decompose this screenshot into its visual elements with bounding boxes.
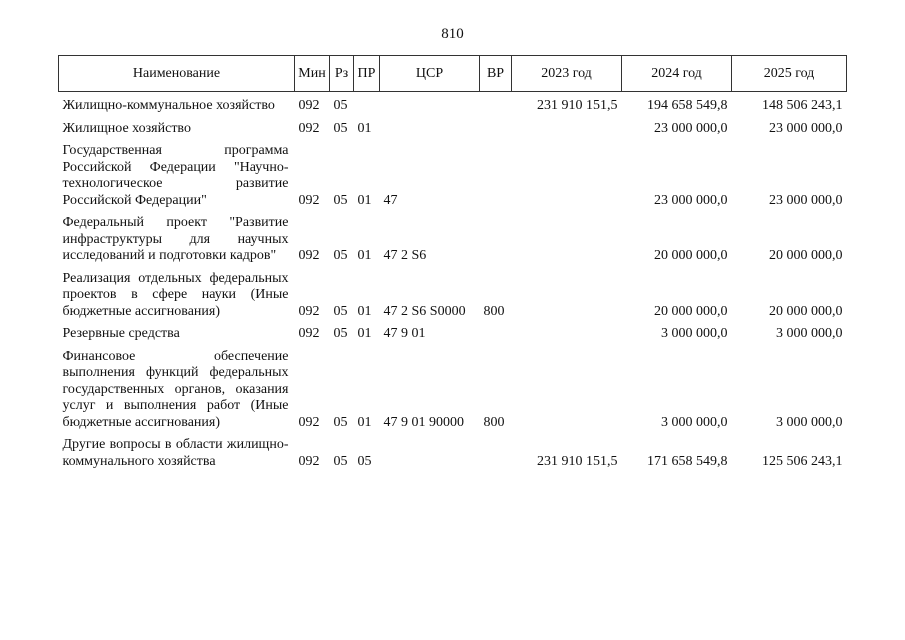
row-csr	[380, 121, 480, 138]
row-rz: 05	[333, 248, 348, 263]
row-min: 092	[298, 414, 320, 430]
row-2023: 231 910 151,5	[537, 453, 618, 469]
table-row	[59, 326, 847, 343]
row-name: Реализация отдельных федеральных проектов в сфере науки (Иные бюджетные ассигнования)	[62, 270, 289, 319]
row-min: 092	[298, 120, 320, 136]
row-rz: 05	[333, 303, 348, 319]
row-vr: 800	[483, 414, 505, 430]
row-vr	[480, 326, 512, 343]
row-2023	[512, 349, 622, 432]
row-name: Государственная программа Российской Федерации "Научно-технологическое развитие Российской Федерации"	[62, 143, 289, 208]
row-csr	[380, 98, 480, 115]
header-name: Наименование	[59, 56, 295, 92]
header-csr: ЦСР	[380, 56, 480, 92]
row-min: 092	[298, 303, 320, 319]
header-2023: 2023 год	[512, 56, 622, 92]
row-2025: 125 506 243,1	[762, 453, 843, 469]
row-pr: 01	[357, 414, 372, 430]
row-name: Другие вопросы в области жилищно-коммунального хозяйства	[62, 437, 289, 469]
row-2024: 3 000 000,0	[661, 414, 728, 430]
row-csr: 47	[383, 192, 398, 208]
budget-table	[58, 55, 847, 470]
header-rz: Рз	[330, 56, 354, 92]
row-pr: 01	[357, 120, 372, 136]
row-pr: 01	[357, 192, 372, 208]
row-2025: 23 000 000,0	[769, 192, 843, 208]
row-2024: 194 658 549,8	[647, 98, 728, 113]
row-rz: 05	[333, 192, 348, 208]
row-2023	[512, 271, 622, 321]
row-pr: 01	[357, 303, 372, 319]
row-name: Жилищное хозяйство	[62, 120, 191, 136]
row-min: 092	[298, 453, 320, 469]
row-pr: 05	[357, 453, 372, 469]
page-number: 810	[441, 26, 464, 42]
row-rz: 05	[333, 414, 348, 430]
row-csr: 47 9 01	[383, 326, 426, 341]
row-2025: 23 000 000,0	[769, 120, 843, 136]
table-row	[59, 215, 847, 265]
row-2025: 148 506 243,1	[762, 98, 843, 113]
header-pr: ПР	[354, 56, 380, 92]
row-2024: 23 000 000,0	[654, 192, 728, 208]
table-body	[59, 92, 847, 471]
header-min: Мин	[295, 56, 330, 92]
row-2023	[512, 121, 622, 138]
row-2025: 3 000 000,0	[776, 414, 843, 430]
row-2023	[512, 143, 622, 209]
header-2025: 2025 год	[732, 56, 847, 92]
row-pr	[354, 98, 380, 115]
table-row	[59, 121, 847, 138]
row-rz: 05	[333, 326, 348, 341]
row-name: Финансовое обеспечение выполнения функций федеральных государственных органов, оказания услуг и выполнения работ (Иные бюджетные ассигнования)	[62, 348, 289, 430]
row-2024: 3 000 000,0	[661, 326, 728, 341]
row-2024: 171 658 549,8	[647, 453, 728, 469]
row-min: 092	[298, 192, 320, 208]
table-row	[59, 271, 847, 321]
row-csr	[380, 437, 480, 470]
row-vr	[480, 98, 512, 115]
row-name: Федеральный проект "Развитие инфраструктуры для научных исследований и подготовки кадров"	[62, 215, 289, 263]
row-vr	[480, 143, 512, 209]
row-2023	[512, 215, 622, 265]
row-2024: 20 000 000,0	[654, 303, 728, 319]
table-row	[59, 98, 847, 115]
row-2024: 23 000 000,0	[654, 120, 728, 136]
table-row	[59, 437, 847, 470]
row-pr: 01	[357, 326, 372, 341]
row-rz: 05	[333, 98, 348, 113]
row-min: 092	[298, 326, 320, 341]
table-row	[59, 349, 847, 432]
row-vr	[480, 437, 512, 470]
row-csr: 47 2 S6	[383, 248, 427, 263]
row-2024: 20 000 000,0	[654, 248, 728, 263]
row-vr	[480, 215, 512, 265]
table-header	[59, 56, 847, 92]
row-pr: 01	[357, 248, 372, 263]
row-min: 092	[298, 248, 320, 263]
row-2025: 3 000 000,0	[776, 326, 843, 341]
header-2024: 2024 год	[622, 56, 732, 92]
header-vr: ВР	[480, 56, 512, 92]
row-vr: 800	[483, 303, 505, 319]
row-vr	[480, 121, 512, 138]
row-rz: 05	[333, 120, 348, 136]
row-csr: 47 9 01 90000	[383, 414, 464, 430]
row-name: Жилищно-коммунальное хозяйство	[62, 98, 275, 113]
row-2025: 20 000 000,0	[769, 248, 843, 263]
row-2023	[512, 326, 622, 343]
row-2025: 20 000 000,0	[769, 303, 843, 319]
row-rz: 05	[333, 453, 348, 469]
row-2023: 231 910 151,5	[537, 98, 618, 113]
row-min: 092	[298, 98, 320, 113]
row-csr: 47 2 S6 S0000	[383, 303, 466, 319]
row-name: Резервные средства	[62, 326, 180, 341]
table-row	[59, 143, 847, 209]
